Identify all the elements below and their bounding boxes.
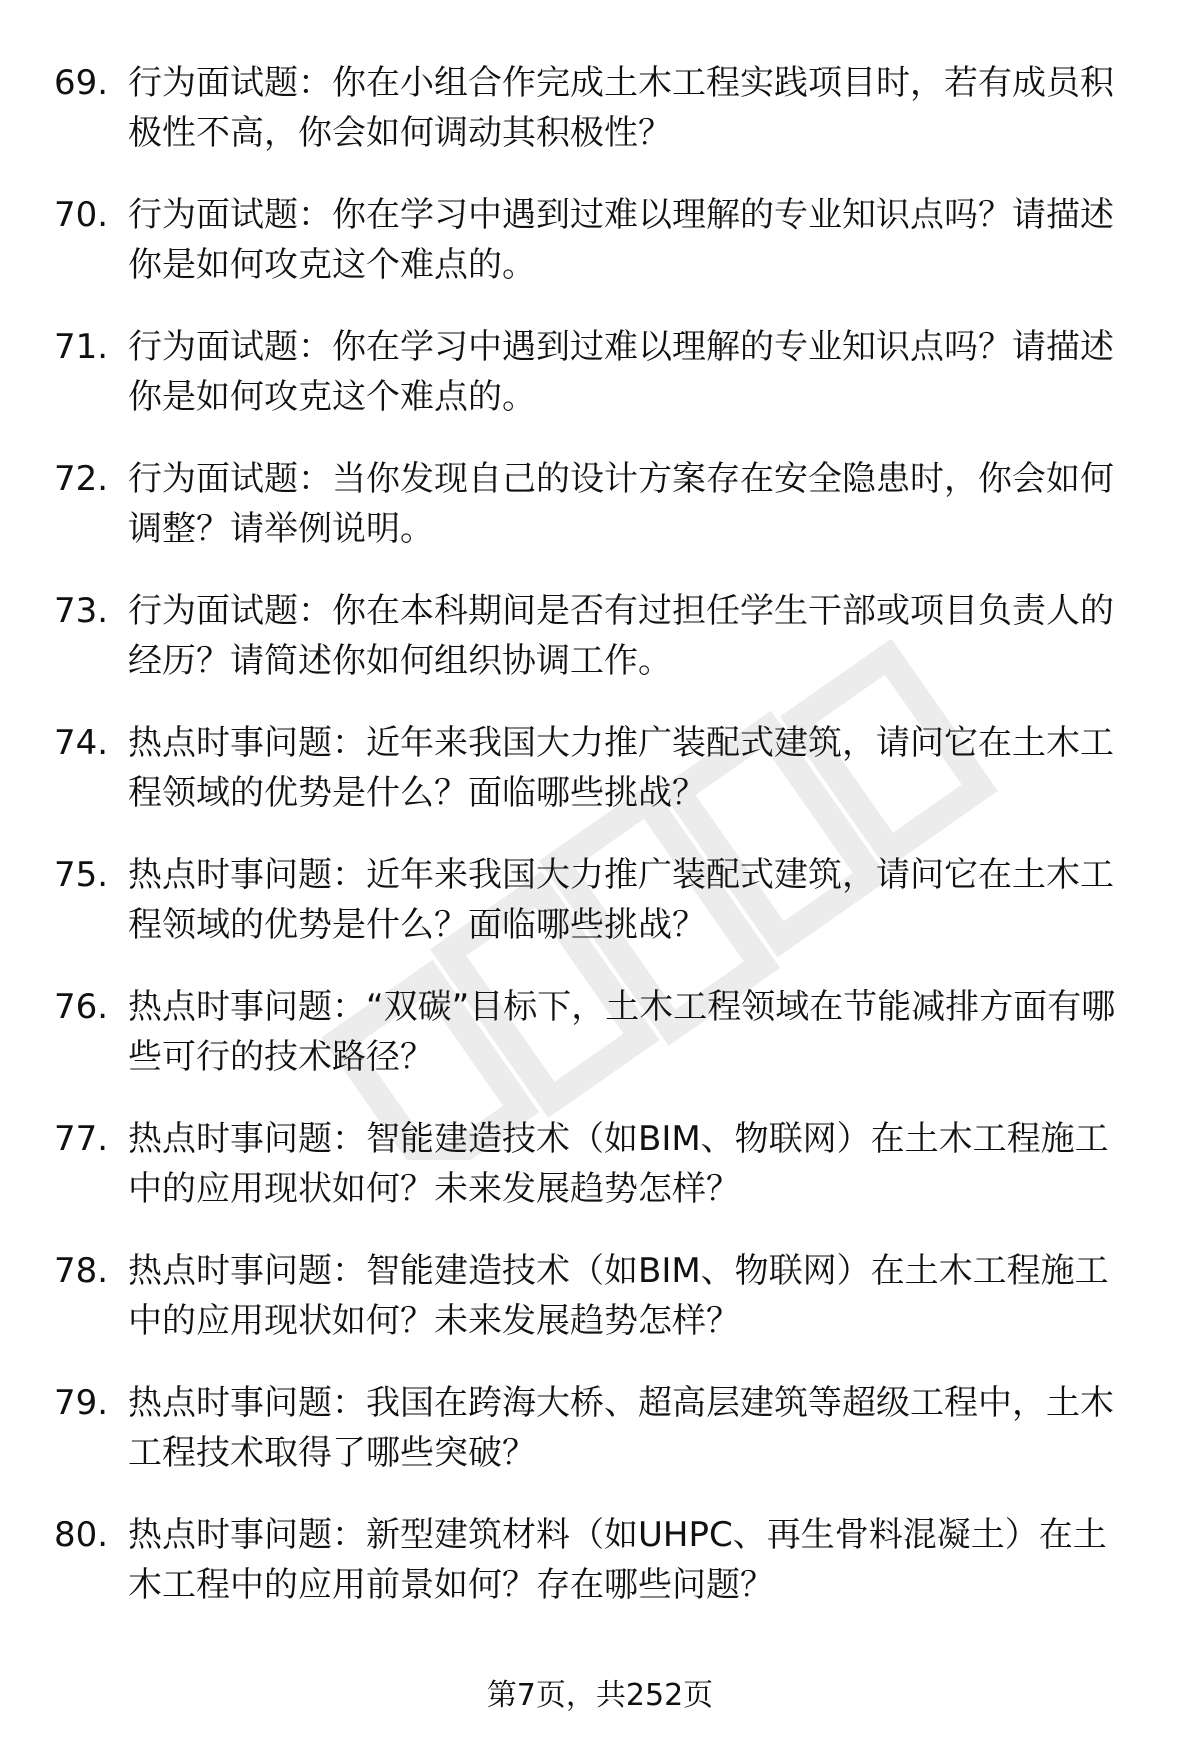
- list-item: [0, 58, 1200, 190]
- item-text: 热点时事问题：近年来我国大力推广装配式建筑，请问它在土木工程领域的优势是什么？面临哪些挑战？: [128, 855, 1114, 945]
- list-item: [0, 1378, 1200, 1510]
- item-text: 热点时事问题：新型建筑材料（如UHPC、再生骨料混凝土）在土木工程中的应用前景如何？存在哪些问题？: [128, 1515, 1107, 1605]
- item-number: 71.: [54, 327, 109, 367]
- item-text: 热点时事问题：智能建造技术（如BIM、物联网）在土木工程施工中的应用现状如何？未来发展趋势怎样？: [128, 1119, 1109, 1209]
- item-number: 78.: [54, 1251, 109, 1291]
- list-item: [0, 454, 1200, 586]
- item-number: 75.: [54, 855, 109, 895]
- item-number: 72.: [54, 459, 109, 499]
- list-item: [0, 190, 1200, 322]
- item-text: 热点时事问题：近年来我国大力推广装配式建筑，请问它在土木工程领域的优势是什么？面临哪些挑战？: [128, 723, 1114, 813]
- item-text: 行为面试题：你在本科期间是否有过担任学生干部或项目负责人的经历？请简述你如何组织协调工作。: [128, 591, 1114, 681]
- item-number: 76.: [54, 987, 109, 1027]
- item-number: 69.: [54, 63, 109, 103]
- list-item: [0, 1510, 1200, 1642]
- list-item: [0, 322, 1200, 454]
- item-number: 80.: [54, 1515, 109, 1555]
- item-number: 74.: [54, 723, 109, 763]
- item-text: 热点时事问题：“双碳”目标下，土木工程领域在节能减排方面有哪些可行的技术路径？: [128, 987, 1116, 1077]
- item-text: 行为面试题：当你发现自己的设计方案存在安全隐患时，你会如何调整？请举例说明。: [128, 459, 1114, 549]
- item-number: 77.: [54, 1119, 109, 1159]
- item-text: 行为面试题：你在学习中遇到过难以理解的专业知识点吗？请描述你是如何攻克这个难点的。: [128, 327, 1114, 417]
- list-item: [0, 1114, 1200, 1246]
- list-item: [0, 718, 1200, 850]
- list-item: [0, 850, 1200, 982]
- item-number: 79.: [54, 1383, 109, 1423]
- item-text: 行为面试题：你在学习中遇到过难以理解的专业知识点吗？请描述你是如何攻克这个难点的。: [128, 195, 1114, 285]
- list-item: [0, 982, 1200, 1114]
- item-number: 73.: [54, 591, 109, 631]
- list-item: [0, 586, 1200, 718]
- item-text: 行为面试题：你在小组合作完成土木工程实践项目时，若有成员积极性不高，你会如何调动其积极性？: [128, 63, 1114, 153]
- list-item: [0, 1246, 1200, 1378]
- item-text: 热点时事问题：智能建造技术（如BIM、物联网）在土木工程施工中的应用现状如何？未来发展趋势怎样？: [128, 1251, 1109, 1341]
- page-number: 第7页，共252页: [486, 1678, 714, 1713]
- item-text: 热点时事问题：我国在跨海大桥、超高层建筑等超级工程中，土木工程技术取得了哪些突破？: [128, 1383, 1114, 1473]
- question-list: [0, 58, 1200, 1642]
- item-number: 70.: [54, 195, 109, 235]
